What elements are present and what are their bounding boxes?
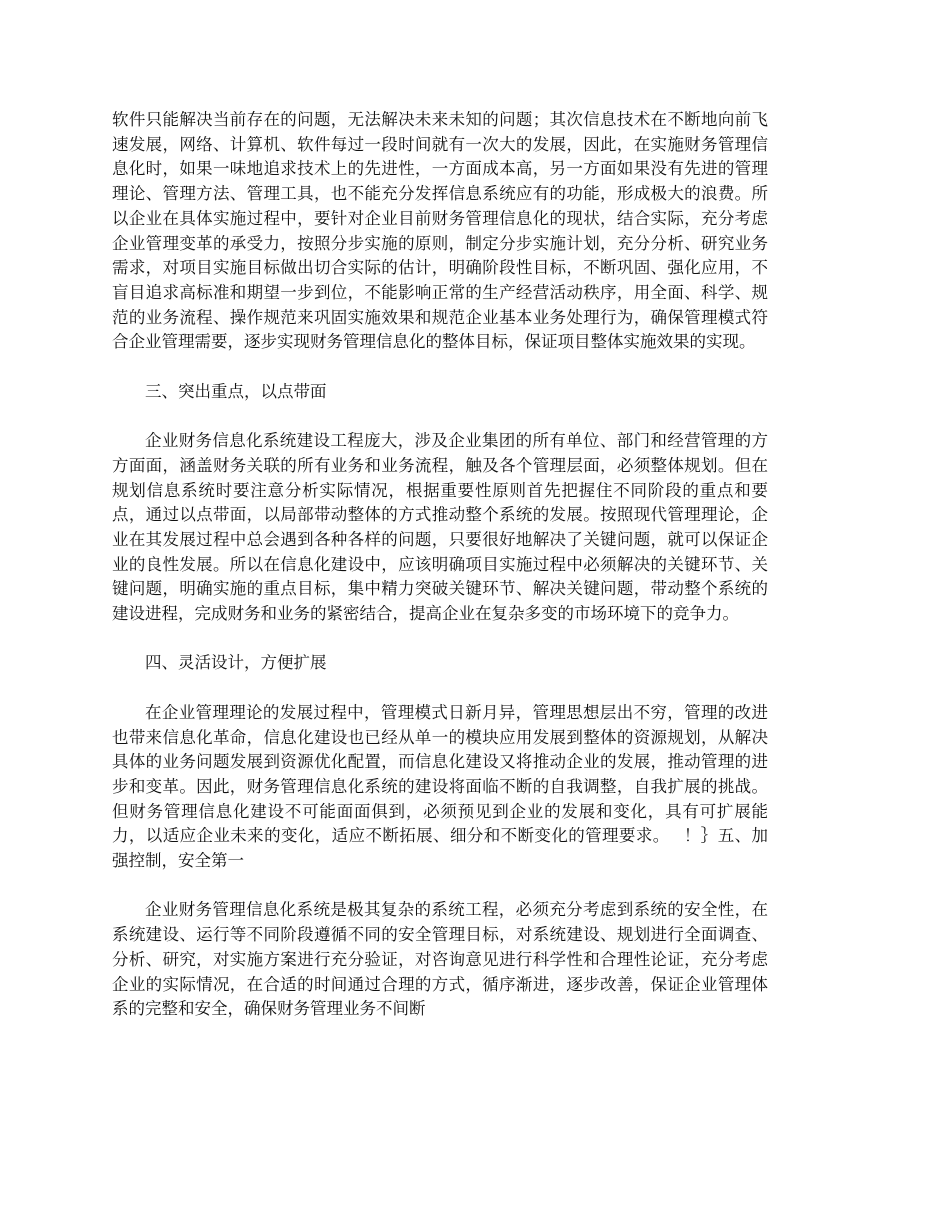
section-heading-flexible-design: 四、灵活设计，方便扩展 — [145, 653, 327, 673]
paragraph-gap — [112, 627, 768, 652]
document-page — [112, 108, 768, 1022]
paragraph-gap — [112, 874, 768, 899]
paragraph-focus: 企业财务信息化系统建设工程庞大，涉及企业集团的所有单位、部门和经营管理的方方面面，涵盖财务关联的所有业务和业务流程，触及各个管理层面，必须整体规划。但在规划信息系统时要注意分析实际情况，根据重要性原则首先把握住不同阶段的重点和要点，通过以点带面，以局部带动整体的方式推动整个系统的发展。按照现代管理理论，企业在其发展过程中总会遇到各种各样的问题，只要很好地解决了关键问题，就可以保证企业的良性发展。所以在信息化建设中，应该明确项目实施过程中必须解决的关键环节、关键问题，明确实施的重点目标，集中精力突破关键环节、解决关键问题，带动整个系统的建设进程，完成财务和业务的紧密结合，提高企业在复杂多变的市场环境下的竞争力。 — [112, 431, 768, 624]
paragraph-gap — [112, 404, 768, 429]
paragraph-gap — [112, 676, 768, 701]
paragraph-phased-implementation: 软件只能解决当前存在的问题，无法解决未来未知的问题；其次信息技术在不断地向前飞速发展，网络、计算机、软件每过一段时间就有一次大的发展，因此，在实施财务管理信息化时，如果一味地追求技术上的先进性，一方面成本高，另一方面如果没有先进的管理理论、管理方法、管理工具，也不能充分发挥信息系统应有的功能，形成极大的浪费。所以企业在具体实施过程中，要针对企业目前财务管理信息化的现状，结合实际，充分考虑企业管理变革的承受力，按照分步实施的原则，制定分步实施计划，充分分析、研究业务需求，对项目实施目标做出切合实际的估计，明确阶段性目标，不断巩固、强化应用，不盲目追求高标准和期望一步到位，不能影响正常的生产经营活动秩序，用全面、科学、规范的业务流程、操作规范来巩固实施效果和规范企业基本业务处理行为，确保管理模式符合企业管理需要，逐步实现财务管理信息化的整体目标，保证项目整体实施效果的实现。 — [112, 110, 768, 352]
paragraph-gap — [112, 355, 768, 380]
section-heading-focus: 三、突出重点，以点带面 — [145, 381, 327, 401]
paragraph-flexible-design: 在企业管理理论的发展过程中，管理模式日新月异，管理思想层出不穷，管理的改进也带来信息化革命，信息化建设也已经从单一的模块应用发展到整体的资源规划，从解决具体的业务问题发展到资源优化配置，而信息化建设又将推动企业的发展，推动管理的进步和变革。因此，财务管理信息化系统的建设将面临不断的自我调整，自我扩展的挑战。但财务管理信息化建设不可能面面俱到，必须预见到企业的发展和变化，具有可扩展能力，以适应企业未来的变化，适应不断拓展、细分和不断变化的管理要求。 ！｝五、加强控制，安全第一 — [112, 702, 768, 871]
paragraph-security: 企业财务管理信息化系统是极其复杂的系统工程，必须充分考虑到系统的安全性，在系统建设、运行等不同阶段遵循不同的安全管理目标，对系统建设、规划进行全面调查、分析、研究，对实施方案进行充分验证，对咨询意见进行科学性和合理性论证，充分考虑企业的实际情况，在合适的时间通过合理的方式，循序渐进，逐步改善，保证企业管理体系的完整和安全，确保财务管理业务不间断 — [112, 900, 768, 1019]
